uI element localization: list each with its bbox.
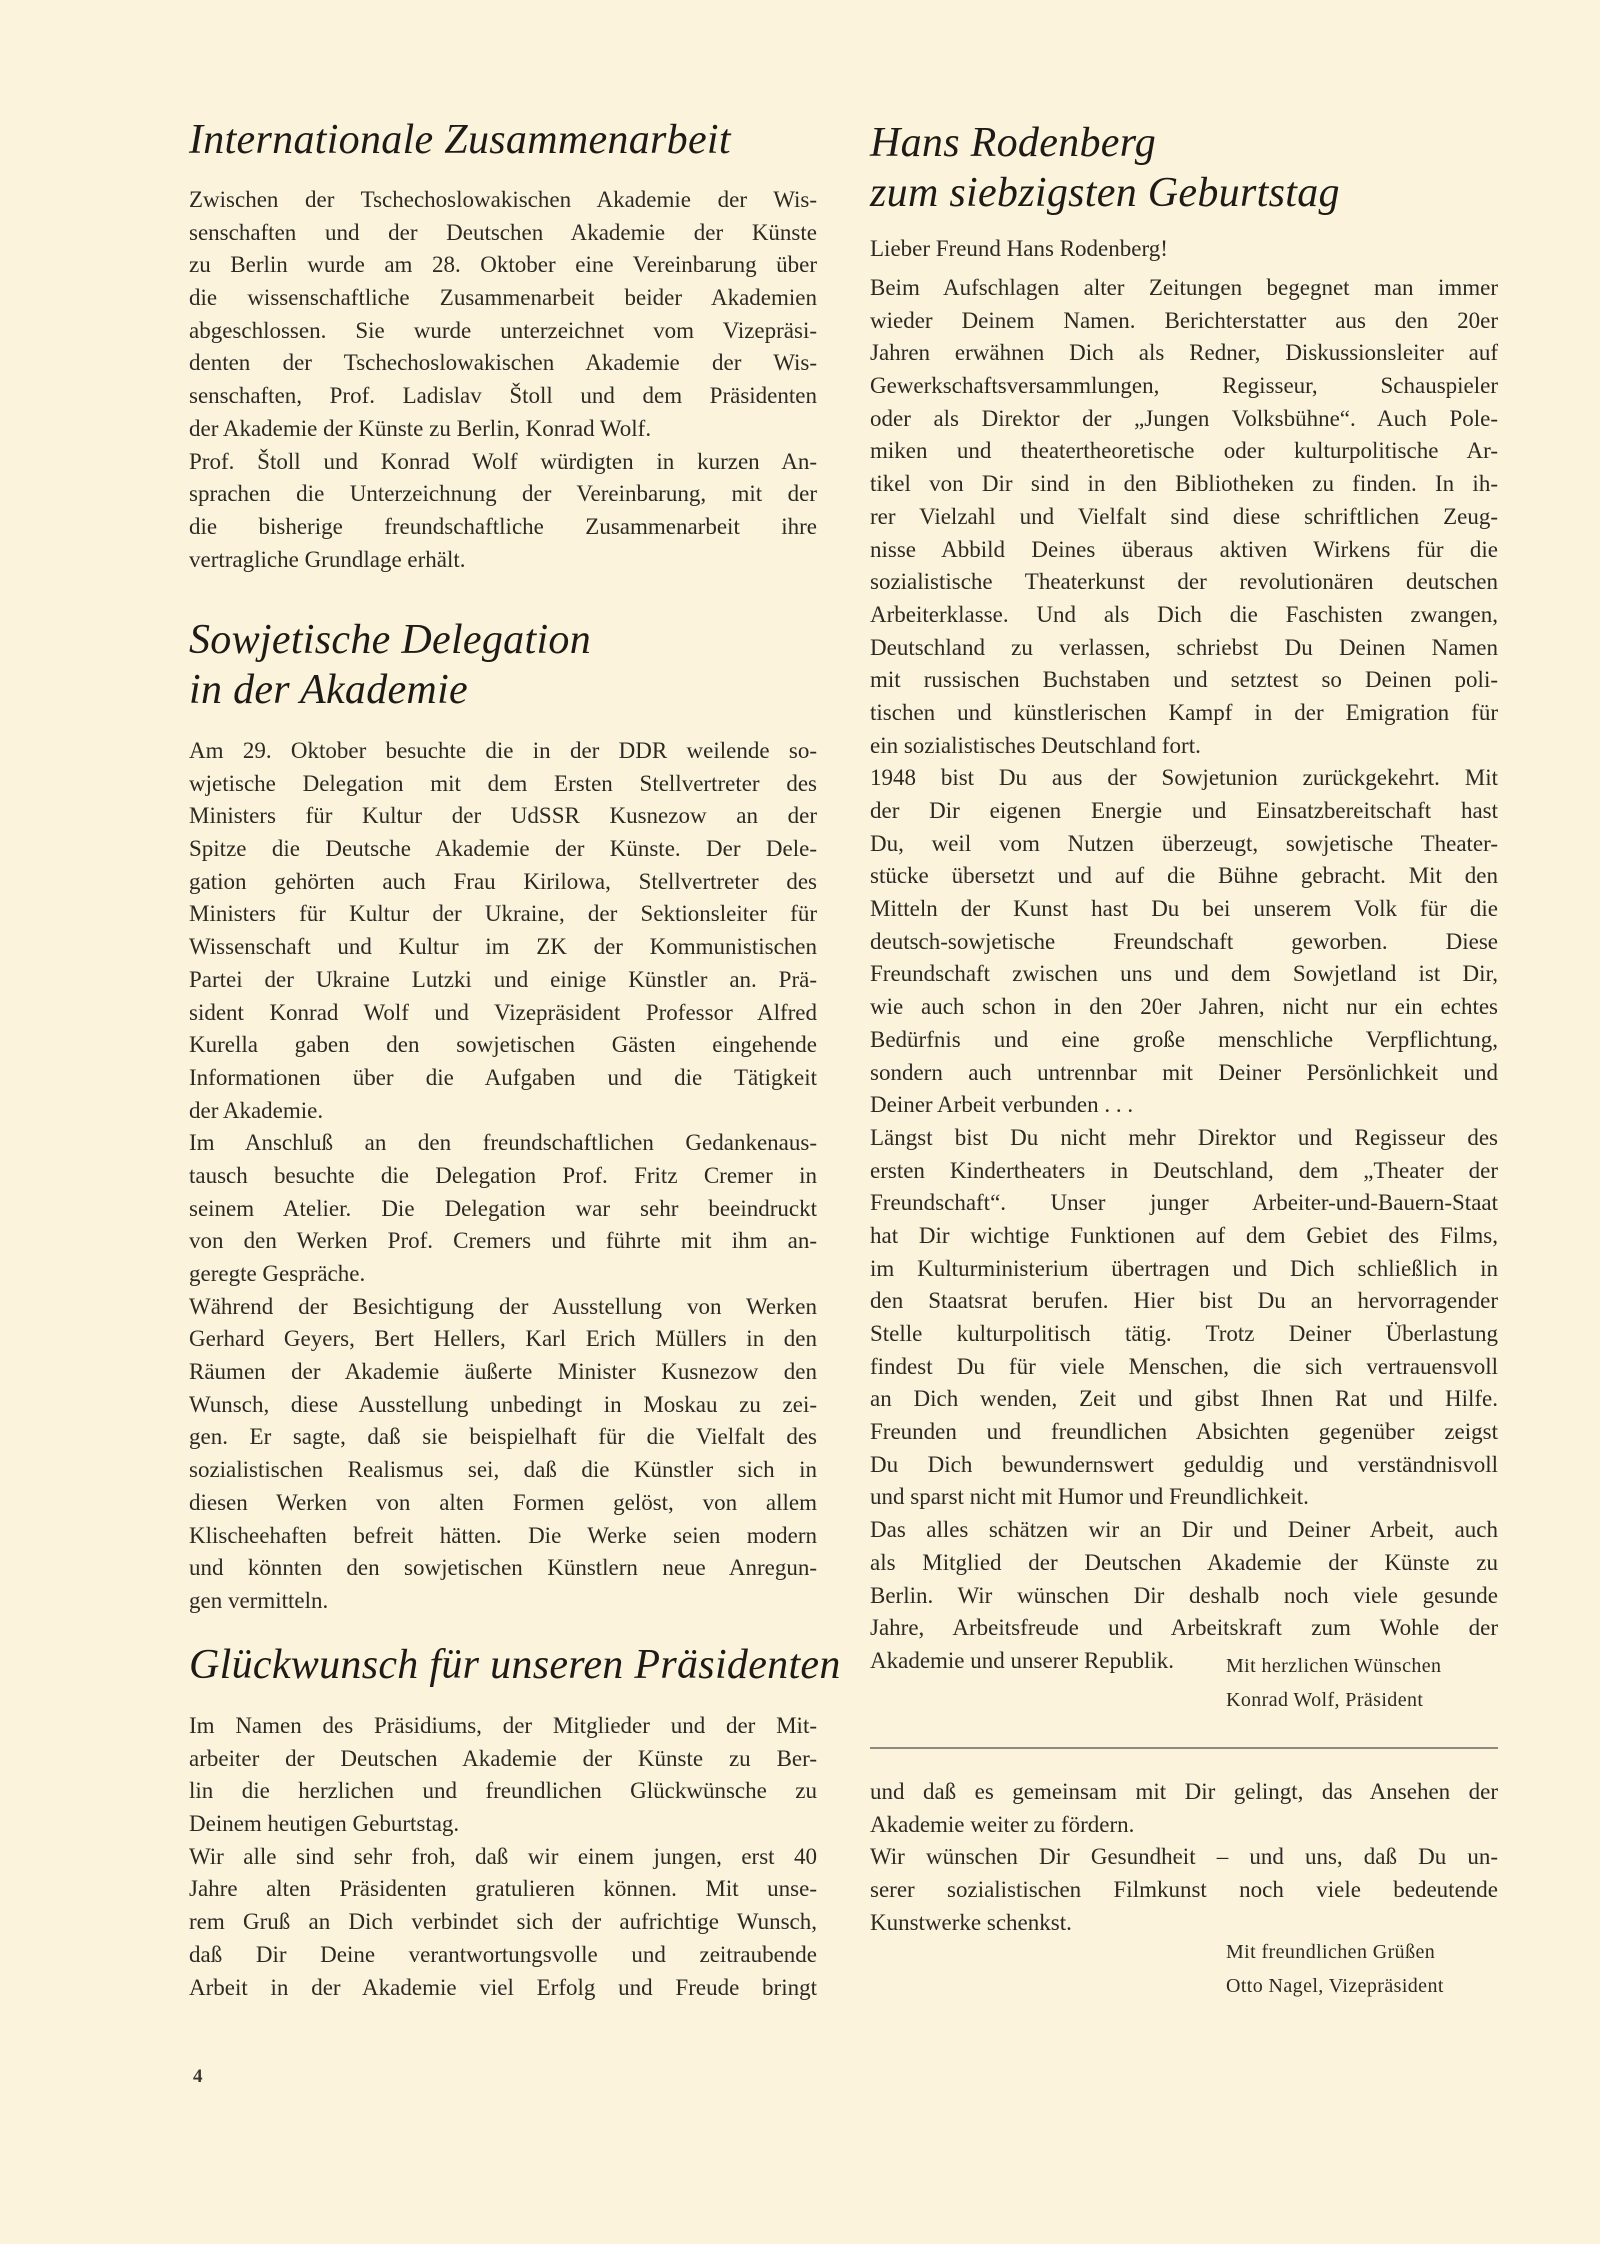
text-line: stücke übersetzt und auf die Bühne gebracht. Mit den xyxy=(870,863,1498,889)
text-line: Wir wünschen Dir Gesundheit – und uns, daß Du un- xyxy=(870,1844,1498,1870)
text-line: Freundschaft zwischen uns und dem Sowjetland ist Dir, xyxy=(870,961,1498,987)
text-line: tischen und künstlerischen Kampf in der Emigration für xyxy=(870,699,1498,725)
text-line: Deiner Arbeit verbunden . . . xyxy=(870,1092,1134,1118)
text-line: findest Du für viele Menschen, die sich vertrauensvoll xyxy=(870,1353,1498,1379)
text-line: Wissenschaft und Kultur im ZK der Kommunistischen xyxy=(189,934,817,960)
text-line: Arbeit in der Akademie viel Erfolg und Freude bringt xyxy=(189,1974,817,2000)
text-line: Während der Besichtigung der Ausstellung von Werken xyxy=(189,1293,817,1319)
text-line: von den Werken Prof. Cremers und führte mit ihm an- xyxy=(189,1228,817,1254)
text-line: den Staatsrat berufen. Hier bist Du an hervorragender xyxy=(870,1288,1498,1314)
heading-sowjetische-delegation: Sowjetische Delegation in der Akademie xyxy=(189,617,592,713)
continuation-body xyxy=(870,1776,1498,1939)
text-line: Im Anschluß an den freundschaftlichen Gedankenaus- xyxy=(189,1130,817,1156)
text-line: lin die herzlichen und freundlichen Glückwünsche zu xyxy=(189,1778,817,1804)
text-line: Wunsch, diese Ausstellung unbedingt in Moskau zu zei- xyxy=(189,1391,817,1417)
text-line: die bisherige freundschaftliche Zusammenarbeit ihre xyxy=(189,513,817,539)
text-line: gation gehörten auch Frau Kirilowa, Stellvertreter des xyxy=(189,868,817,894)
text-line: Gerhard Geyers, Bert Hellers, Karl Erich Müllers in den xyxy=(189,1326,817,1352)
text-line: Arbeiterklasse. Und als Dich die Faschisten zwangen, xyxy=(870,601,1498,627)
article-internationale-zusammenarbeit-body xyxy=(189,184,817,576)
text-line: und könnten den sowjetischen Künstlern neue Anregun- xyxy=(189,1555,817,1581)
text-line: vertragliche Grundlage erhält. xyxy=(189,546,466,572)
text-line: sozialistische Theaterkunst der revolutionären deutschen xyxy=(870,569,1498,595)
text-line: Längst bist Du nicht mehr Direktor und Regisseur des xyxy=(870,1124,1498,1150)
text-line: Freunden und freundlichen Absichten gegenüber zeigst xyxy=(870,1419,1498,1445)
text-line: Deutschland zu verlassen, schriebst Du Deinen Namen xyxy=(870,634,1498,660)
text-line: der Akademie der Künste zu Berlin, Konrad Wolf. xyxy=(189,415,652,441)
heading-glueckwunsch-praesident: Glückwunsch für unseren Präsidenten xyxy=(189,1642,841,1688)
text-line: Am 29. Oktober besuchte die in der DDR weilende so- xyxy=(189,738,817,763)
text-line: Jahre, Arbeitsfreude und Arbeitskraft zum Wohle der xyxy=(870,1615,1498,1641)
page-number: 4 xyxy=(193,2066,203,2087)
text-line: arbeiter der Deutschen Akademie der Künste zu Ber- xyxy=(189,1745,817,1771)
text-line: als Mitglied der Deutschen Akademie der Künste zu xyxy=(870,1549,1498,1575)
text-line: Mitteln der Kunst hast Du bei unserem Volk für die xyxy=(870,896,1498,922)
text-line: Prof. Štoll und Konrad Wolf würdigten in kurzen An- xyxy=(189,448,817,474)
signoff-otto-nagel: Mit freundlichen Grüßen xyxy=(1226,1941,1436,1963)
text-line: an Dich wenden, Zeit und gibst Ihnen Rat und Hilfe. xyxy=(870,1386,1498,1412)
text-line: seinem Atelier. Die Delegation war sehr beeindruckt xyxy=(189,1195,817,1221)
text-line: wieder Deinem Namen. Berichterstatter aus den 20er xyxy=(870,307,1498,333)
text-line: ein sozialistisches Deutschland fort. xyxy=(870,732,1201,758)
text-line: wjetische Delegation mit dem Ersten Stellvertreter des xyxy=(189,770,817,796)
section-divider xyxy=(870,1747,1498,1749)
text-line: die wissenschaftliche Zusammenarbeit beider Akademien xyxy=(189,285,817,311)
text-line: Deinem heutigen Geburtstag. xyxy=(189,1811,460,1837)
text-line: gen. Er sagte, daß sie beispielhaft für die Vielfalt des xyxy=(189,1424,817,1450)
text-line: Informationen über die Aufgaben und die Tätigkeit xyxy=(189,1064,817,1090)
text-line: nisse Abbild Deines überaus aktiven Wirkens für die xyxy=(870,536,1498,562)
text-line: zu Berlin wurde am 28. Oktober eine Vereinbarung über xyxy=(189,252,817,278)
text-line: senschaften, Prof. Ladislav Štoll und dem Präsidenten xyxy=(189,383,817,409)
text-line: diesen Werken von alten Formen gelöst, von allem xyxy=(189,1489,817,1515)
article-sowjetische-delegation-body xyxy=(189,735,817,1618)
text-line: Du Dich bewundernswert geduldig und verständnisvoll xyxy=(870,1451,1498,1477)
text-line: Gewerkschaftsversammlungen, Regisseur, Schauspieler xyxy=(870,373,1498,399)
text-line: daß Dir Deine verantwortungsvolle und zeitraubende xyxy=(189,1941,817,1967)
text-line: serer sozialistischen Filmkunst noch viele bedeutende xyxy=(870,1877,1498,1903)
text-line: abgeschlossen. Sie wurde unterzeichnet vom Vizepräsi- xyxy=(189,317,817,343)
text-line: mit russischen Buchstaben und setztest so Deinen poli- xyxy=(870,667,1498,693)
text-line: sondern auch untrennbar mit Deiner Persönlichkeit und xyxy=(870,1059,1498,1085)
heading-hans-rodenberg: Hans Rodenberg zum siebzigsten Geburtstag xyxy=(870,120,1340,216)
text-line: Zwischen der Tschechoslowakischen Akademie der Wis- xyxy=(189,187,817,212)
signature-konrad-wolf: Konrad Wolf, Präsident xyxy=(1226,1689,1424,1711)
text-line: Im Namen des Präsidiums, der Mitglieder und der Mit- xyxy=(189,1713,817,1738)
signoff-konrad-wolf: Mit herzlichen Wünschen xyxy=(1226,1655,1442,1677)
text-line: tausch besuchte die Delegation Prof. Fritz Cremer in xyxy=(189,1162,817,1188)
text-line: und daß es gemeinsam mit Dir gelingt, das Ansehen der xyxy=(870,1779,1498,1804)
text-line: wie auch schon in den 20er Jahren, nicht nur ein echtes xyxy=(870,994,1498,1020)
text-line: Kunstwerke schenkst. xyxy=(870,1909,1072,1935)
text-line: Stelle kulturpolitisch tätig. Trotz Deiner Überlastung xyxy=(870,1321,1498,1346)
text-line: Akademie weiter zu fördern. xyxy=(870,1811,1135,1837)
text-line: Du, weil vom Nutzen überzeugt, sowjetische Theater- xyxy=(870,830,1498,856)
text-line: Freundschaft“. Unser junger Arbeiter-und-Bauern-Staat xyxy=(870,1190,1498,1216)
text-line: 1948 bist Du aus der Sowjetunion zurückgekehrt. Mit xyxy=(870,765,1498,791)
text-line: tikel von Dir sind in den Bibliotheken zu finden. In ih- xyxy=(870,471,1498,497)
text-line: gen vermitteln. xyxy=(189,1587,329,1613)
text-line: Ministers für Kultur der Ukraine, der Sektionsleiter für xyxy=(189,901,817,927)
text-line: Spitze die Deutsche Akademie der Künste. Der Dele- xyxy=(189,836,817,862)
article-hans-rodenberg-body xyxy=(870,272,1498,1678)
text-line: sident Konrad Wolf und Vizepräsident Professor Alfred xyxy=(189,999,817,1025)
text-line: im Kulturministerium übertragen und Dich schließlich in xyxy=(870,1255,1498,1281)
article-glueckwunsch-praesident-body xyxy=(189,1710,817,2004)
signature-otto-nagel: Otto Nagel, Vizepräsident xyxy=(1226,1975,1444,1997)
text-line: hat Dir wichtige Funktionen auf dem Gebiet des Films, xyxy=(870,1222,1498,1248)
text-line: sprachen die Unterzeichnung der Vereinbarung, mit der xyxy=(189,481,817,507)
heading-internationale-zusammenarbeit: Internationale Zusammenarbeit xyxy=(189,117,731,163)
text-line: senschaften und der Deutschen Akademie der Künste xyxy=(189,219,817,245)
salutation: Lieber Freund Hans Rodenberg! xyxy=(870,236,1168,261)
text-line: Jahre alten Präsidenten gratulieren können. Mit unse- xyxy=(189,1876,817,1902)
text-line: Das alles schätzen wir an Dir und Deiner Arbeit, auch xyxy=(870,1517,1498,1543)
text-line: Räumen der Akademie äußerte Minister Kusnezow den xyxy=(189,1359,817,1385)
text-line: der Dir eigenen Energie und Einsatzbereitschaft hast xyxy=(870,798,1498,823)
text-line: Beim Aufschlagen alter Zeitungen begegnet man immer xyxy=(870,275,1498,300)
text-line: Bedürfnis und eine große menschliche Verpflichtung, xyxy=(870,1026,1498,1052)
text-line: rer Vielzahl und Vielfalt sind diese schriftlichen Zeug- xyxy=(870,503,1498,529)
text-line: miken und theatertheoretische oder kulturpolitische Ar- xyxy=(870,438,1498,464)
text-line: ersten Kindertheaters in Deutschland, dem „Theater der xyxy=(870,1157,1498,1183)
text-line: oder als Direktor der „Jungen Volksbühne“. Auch Pole- xyxy=(870,405,1498,431)
text-line: Berlin. Wir wünschen Dir deshalb noch viele gesunde xyxy=(870,1582,1498,1608)
text-line: Klischeehaften befreit hätten. Die Werke seien modern xyxy=(189,1522,817,1548)
text-line: Ministers für Kultur der UdSSR Kusnezow an der xyxy=(189,803,817,829)
text-line: Wir alle sind sehr froh, daß wir einem jungen, erst 40 xyxy=(189,1843,817,1869)
text-line: geregte Gespräche. xyxy=(189,1261,366,1286)
text-line: Kurella gaben den sowjetischen Gästen eingehende xyxy=(189,1032,817,1058)
text-line: Akademie und unserer Republik. xyxy=(870,1647,1175,1673)
text-line: Partei der Ukraine Lutzki und einige Künstler an. Prä- xyxy=(189,966,817,992)
text-line: Jahren erwähnen Dich als Redner, Diskussionsleiter auf xyxy=(870,340,1498,366)
text-line: der Akademie. xyxy=(189,1097,324,1123)
text-line: und sparst nicht mit Humor und Freundlichkeit. xyxy=(870,1484,1309,1510)
text-line: sozialistischen Realismus sei, daß die Künstler sich in xyxy=(189,1457,817,1483)
text-line: rem Gruß an Dich verbindet sich der aufrichtige Wunsch, xyxy=(189,1909,817,1935)
text-line: deutsch-sowjetische Freundschaft geworben. Diese xyxy=(870,928,1498,954)
text-line: denten der Tschechoslowakischen Akademie der Wis- xyxy=(189,350,817,376)
